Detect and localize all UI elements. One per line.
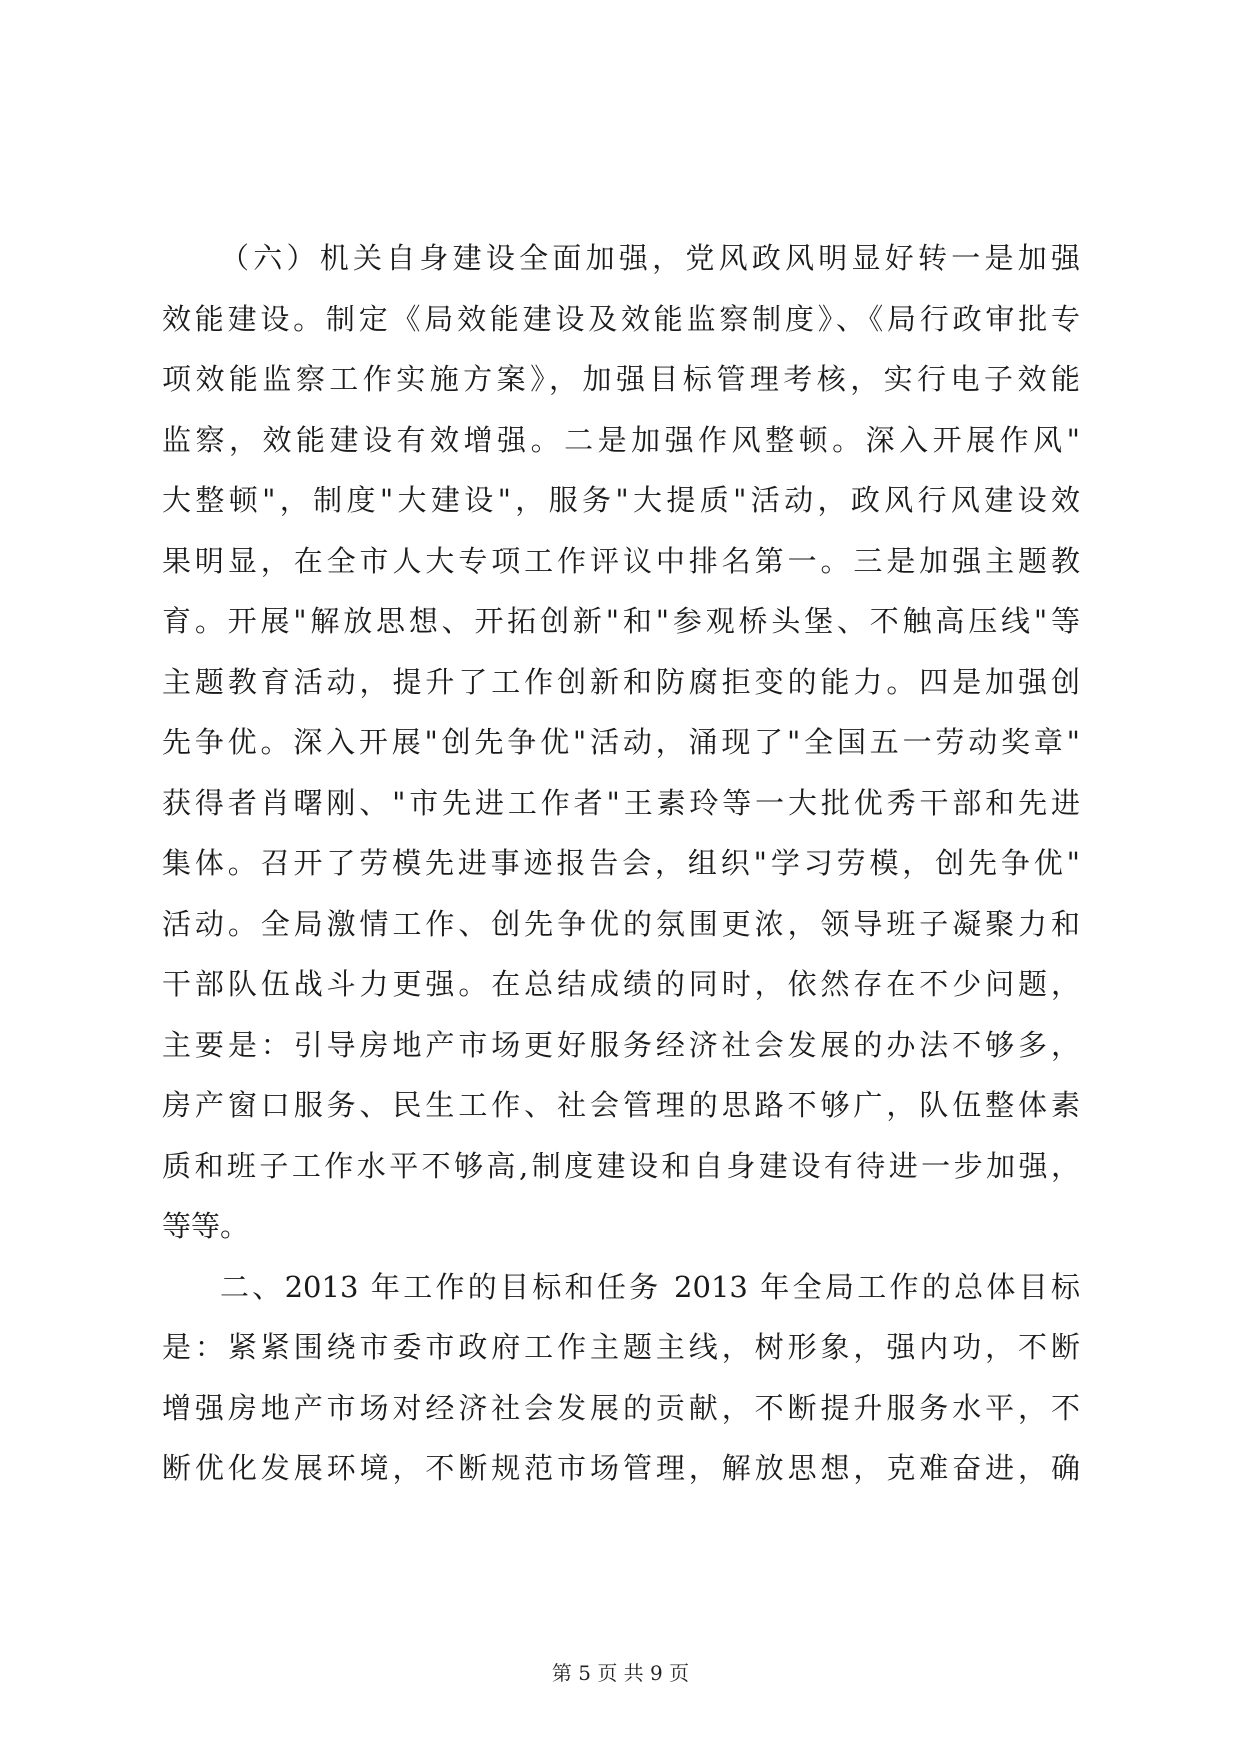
text-line: 断优化发展环境，不断规范市场管理，解放思想，克难奋进，确 (162, 1451, 1080, 1485)
text-line: 大整顿"，制度"大建设"，服务"大提质"活动，政风行风建设效 (162, 483, 1080, 517)
text-line: 干部队伍战斗力更强。在总结成绩的同时，依然存在不少问题， (162, 967, 1080, 1001)
text-line: 活动。全局激情工作、创先争优的氛围更浓，领导班子凝聚力和 (162, 906, 1080, 941)
text-line: 集体。召开了劳模先进事迹报告会，组织"学习劳模，创先争优" (162, 846, 1080, 880)
text-line: 监察，效能建设有效增强。二是加强作风整顿。深入开展作风" (162, 422, 1080, 457)
text-line: 果明显，在全市人大专项工作评议中排名第一。三是加强主题教 (162, 543, 1080, 578)
text-line: 房产窗口服务、民生工作、社会管理的思路不够广，队伍整体素 (162, 1088, 1080, 1122)
text-line: 获得者肖曙刚、"市先进工作者"王素玲等一大批优秀干部和先进 (162, 785, 1080, 820)
body-text (162, 228, 1080, 1499)
text-line: 先争优。深入开展"创先争优"活动，涌现了"全国五一劳动奖章" (162, 725, 1080, 759)
text-line: 项效能监察工作实施方案》，加强目标管理考核，实行电子效能 (162, 362, 1080, 396)
text-line: 是：紧紧围绕市委市政府工作主题主线，树形象，强内功，不断 (162, 1330, 1080, 1364)
text-line: 主题教育活动，提升了工作创新和防腐拒变的能力。四是加强创 (162, 664, 1080, 699)
text-line: 效能建设。制定《局效能建设及效能监察制度》、《局行政审批专 (162, 301, 1080, 336)
text-line: 主要是：引导房地产市场更好服务经济社会发展的办法不够多， (162, 1027, 1080, 1062)
text-line: 育。开展"解放思想、开拓创新"和"参观桥头堡、不触高压线"等 (162, 604, 1080, 638)
text-line: 等等。 (162, 1209, 250, 1243)
text-line: （六）机关自身建设全面加强，党风政风明显好转一是加强 (220, 241, 1080, 275)
text-line: 增强房地产市场对经济社会发展的贡献，不断提升服务水平，不 (162, 1390, 1080, 1425)
page-number-footer: 第 5 页 共 9 页 (551, 1661, 690, 1685)
text-line: 质和班子工作水平不够高,制度建设和自身建设有待进一步加强， (162, 1148, 1080, 1183)
text-line: 二、2013 年工作的目标和任务 2013 年全局工作的总体目标 (220, 1269, 1080, 1304)
